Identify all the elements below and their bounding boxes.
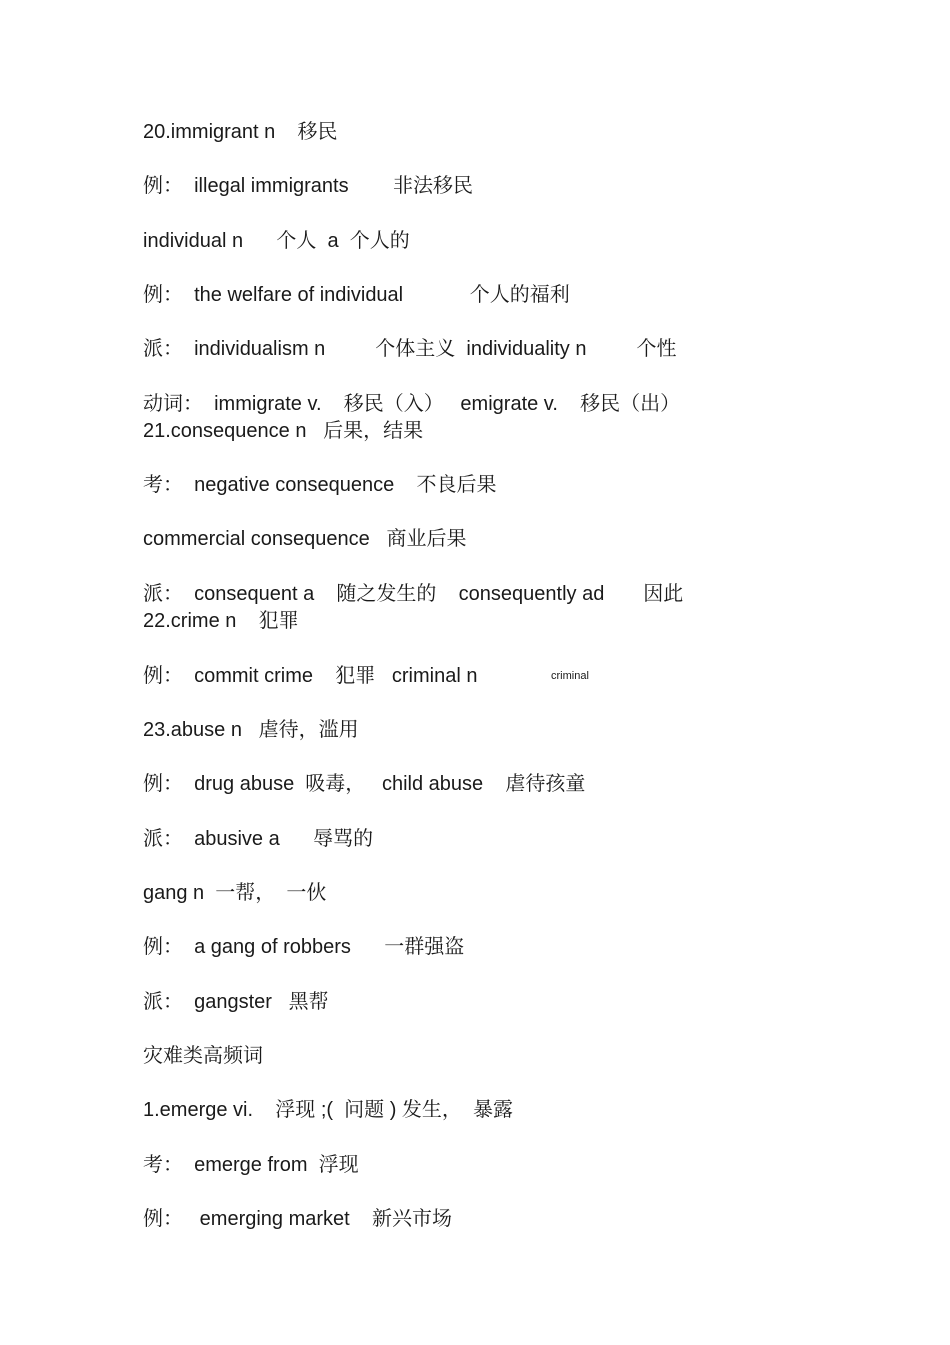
- section-heading-disaster: 灾难类高频词: [143, 1045, 263, 1067]
- commercial-consequence: commercial consequence 商业后果: [143, 528, 467, 550]
- verbs-immigrate-emigrate: 动词： immigrate v. 移民（入） emigrate v. 移民（出）: [143, 393, 681, 415]
- derivation-consequent: 派： consequent a 随之发生的 consequently ad 因此: [143, 583, 684, 605]
- entry-immigrant: 20.immigrant n 移民: [143, 121, 338, 143]
- derivation-abusive: 派： abusive a 辱骂的: [143, 828, 374, 850]
- entry-individual: individual n 个人 a 个人的: [143, 230, 410, 252]
- entry-abuse: 23.abuse n 虐待，滥用: [143, 719, 359, 741]
- entry-crime: 22.crime n 犯罪: [143, 610, 299, 632]
- example-welfare-individual: 例： the welfare of individual 个人的福利: [143, 284, 570, 306]
- entry-consequence: 21.consequence n 后果，结果: [143, 420, 424, 442]
- derivation-individualism: 派： individualism n 个体主义 individuality n 个性: [143, 338, 677, 360]
- exam-negative-consequence: 考： negative consequence 不良后果: [143, 474, 497, 496]
- example-commit-crime: 例： commit crime 犯罪 criminal n: [143, 665, 478, 687]
- exam-emerge-from: 考： emerge from 浮现: [143, 1154, 359, 1176]
- example-drug-abuse: 例： drug abuse 吸毒， child abuse 虐待孩童: [143, 773, 586, 795]
- example-emerging-market: 例： emerging market 新兴市场: [143, 1208, 452, 1230]
- entry-emerge: 1.emerge vi. 浮现 ;( 问题 ) 发生， 暴露: [143, 1099, 514, 1121]
- criminal-note: criminal: [551, 670, 589, 682]
- derivation-gangster: 派： gangster 黑帮: [143, 991, 329, 1013]
- example-gang-of-robbers: 例： a gang of robbers 一群强盗: [143, 936, 465, 958]
- entry-gang: gang n 一帮， 一伙: [143, 882, 327, 904]
- example-illegal-immigrants: 例： illegal immigrants 非法移民: [143, 175, 474, 197]
